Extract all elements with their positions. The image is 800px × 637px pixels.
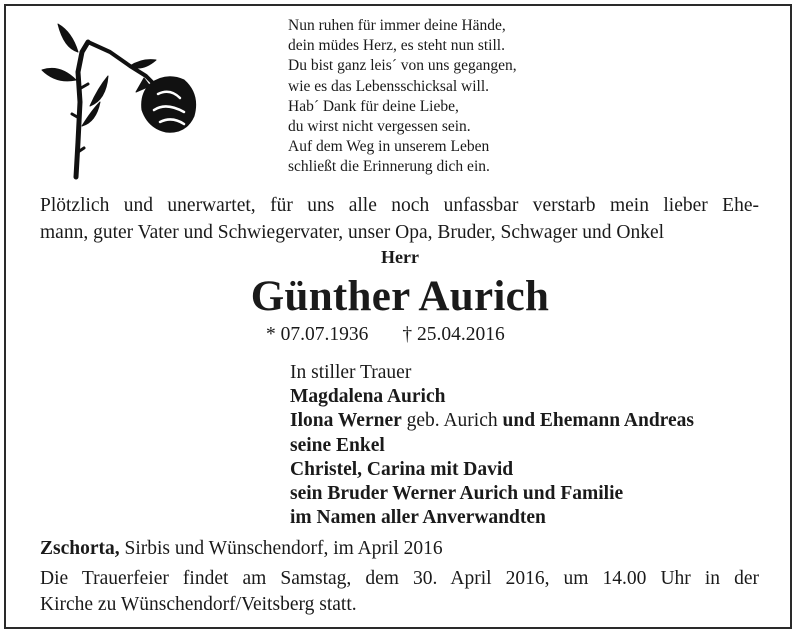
- rose-icon: [38, 22, 200, 182]
- birth-date: * 07.07.1936: [266, 324, 369, 345]
- daughter-nee: geb. Aurich: [401, 410, 503, 432]
- funeral-line: Die Trauerfeier findet am Samstag, dem 30. April 2016, um 14.00 Uhr in der: [40, 568, 759, 589]
- poem: [288, 16, 517, 178]
- death-date: † 25.04.2016: [402, 324, 505, 345]
- poem-line: dein müdes Herz, es steht nun still.: [288, 37, 505, 55]
- daughter-name: Ilona Werner: [290, 410, 402, 432]
- mourner-brother: sein Bruder Werner Aurich und Familie: [290, 483, 624, 505]
- mourner-widow: Magdalena Aurich: [290, 386, 446, 408]
- poem-line: Du bist ganz leis´ von uns gegangen,: [288, 57, 517, 75]
- mourner-grandchildren: seine Enkel: [290, 434, 385, 456]
- daughter-spouse: und Ehemann Andreas: [502, 410, 694, 432]
- mourners-list: [290, 361, 694, 530]
- intro-line: mann, guter Vater und Schwiegervater, unser Opa, Bruder, Schwager und Onkel: [40, 222, 665, 243]
- mourner-daughter: [290, 409, 694, 433]
- place-town: Zschorta,: [40, 538, 120, 559]
- funeral-notice: [40, 566, 759, 618]
- place-date: [40, 538, 443, 560]
- poem-line: Auf dem Weg in unserem Leben: [288, 138, 490, 156]
- mourner-grandchildren-names: Christel, Carina mit David: [290, 458, 514, 480]
- poem-line: schließt die Erinnerung dich ein.: [288, 158, 490, 176]
- salutation: Herr: [381, 247, 419, 267]
- place-rest: Sirbis und Wünschendorf, im April 2016: [119, 538, 443, 559]
- deceased-name: Günther Aurich: [250, 273, 550, 320]
- intro-line: Plötzlich und unerwartet, für uns alle noch unfassbar verstarb mein lieber Ehe-: [40, 195, 759, 216]
- mourner-relatives: im Namen aller Anverwandten: [290, 507, 546, 529]
- intro-text: [40, 192, 759, 246]
- funeral-line: Kirche zu Wünschendorf/Veitsberg statt.: [40, 594, 357, 615]
- poem-line: Hab´ Dank für deine Liebe,: [288, 97, 459, 115]
- mourners-header: In stiller Trauer: [290, 362, 412, 383]
- poem-line: Nun ruhen für immer deine Hände,: [288, 17, 506, 34]
- poem-line: wie es das Lebensschicksal will.: [288, 77, 490, 95]
- poem-line: du wirst nicht vergessen sein.: [288, 118, 471, 136]
- life-dates: [266, 324, 505, 346]
